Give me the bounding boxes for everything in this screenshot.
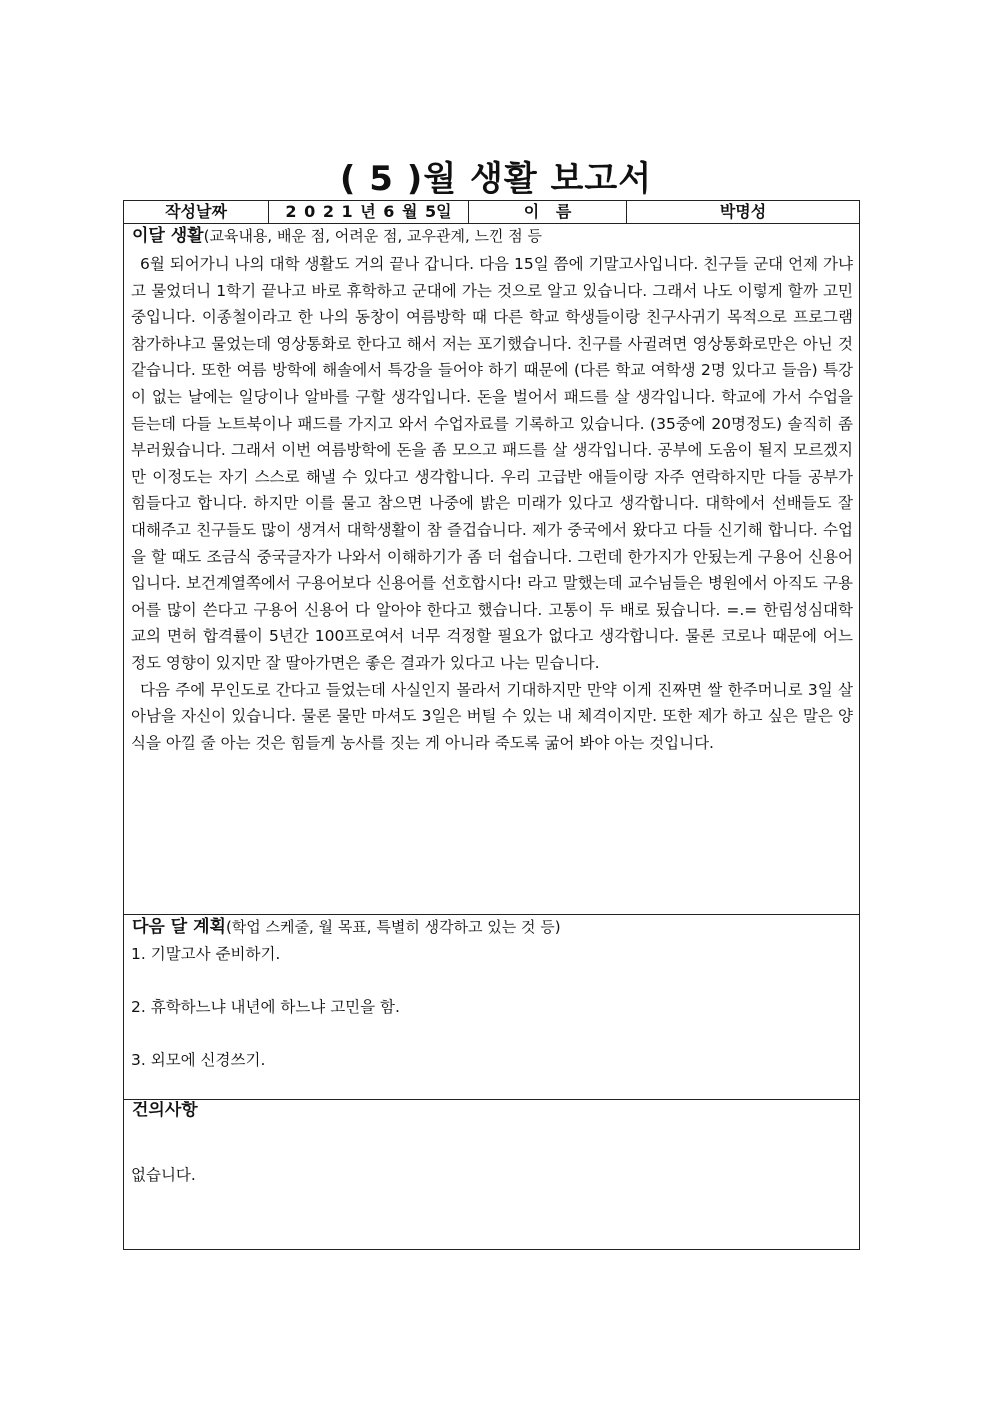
suggestions-heading-title: 건의사항 bbox=[132, 1101, 198, 1120]
next-month-heading-title: 다음 달 계획 bbox=[132, 917, 226, 937]
next-month-heading-note: (학업 스케줄, 월 목표, 특별히 생각하고 있는 것 등) bbox=[225, 918, 561, 936]
next-month-section bbox=[124, 916, 859, 1100]
next-month-heading bbox=[132, 916, 854, 939]
plan-item: 2. 휴학하느냐 내년에 하느냐 고민을 함. bbox=[131, 998, 400, 1016]
suggestions-heading bbox=[132, 1101, 854, 1122]
this-month-section bbox=[124, 224, 859, 915]
name-value: 박명성 bbox=[719, 202, 767, 221]
name-label: 이 름 bbox=[469, 201, 627, 223]
this-month-heading-title: 이달 생활 bbox=[132, 226, 204, 246]
suggestions-text: 없습니다. bbox=[131, 1166, 196, 1184]
suggestions-section bbox=[124, 1101, 859, 1249]
report-form bbox=[123, 200, 860, 1250]
this-month-paragraph: 다음 주에 무인도로 간다고 들었는데 사실인지 몰라서 기대하지만 만약 이게 진짜면 쌀 한주머니로 3일 살아남을 자신이 있습니다. 물론 물만 마셔도 3일은 버틸 수 있는 내 체격이지만. 또한 제가 하고 싶은 말은 양식을 아낄 줄 아는 것은 힘들게 농사를 짓는 게 아니라 죽도록 굶어 봐야 아는 것입니다. bbox=[131, 680, 853, 752]
this-month-heading-note: (교육내용, 배운 점, 어려운 점, 교우관계, 느낀 점 등 bbox=[203, 227, 542, 245]
plan-item: 1. 기말고사 준비하기. bbox=[131, 945, 281, 963]
this-month-paragraph: 6월 되어가니 나의 대학 생활도 거의 끝나 갑니다. 다음 15일 쯤에 기말고사입니다. 친구들 군대 언제 가냐고 물었더니 1학기 끝나고 바로 휴학하고 군대에 가는 것으로 알고 있습니다. 그래서 나도 이렇게 할까 고민중입니다. 이종철이라고 한 나의 동창이 여름방학 때 다른 학교 학생들이랑 친구사귀기 목적으로 프로그램 참가하냐고 물었는데 영상통화로 한다고 해서 저는 포기했습니다. 친구를 사귈려면 영상통화로만은 아닌 것 같습니다. 또한 여름 방학에 해솔에서 특강을 들어야 하기 때문에 (다른 학교 여학생 2명 있다고 들음) 특강이 없는 날에는 일당이나 알바를 구할 생각입니다. 돈을 벌어서 패드를 살 생각입니다. 학교에 가서 수업을 듣는데 다들 노트북이나 패드를 가지고 와서 수업자료를 기록하고 있습니다. (35중에 20명정도) 솔직히 좀 부러웠습니다. 그래서 이번 여름방학에 돈을 좀 모으고 패드를 살 생각입니다. 공부에 도움이 될지 모르겠지만 이정도는 자기 스스로 해낼 수 있다고 생각합니다. 우리 고급반 애들이랑 자주 연락하지만 다들 공부가 힘들다고 합니다. 하지만 이를 물고 참으면 나중에 밝은 미래가 있다고 생각합니다. 대학에서 선배들도 잘 대해주고 친구들도 많이 생겨서 대학생활이 참 즐겁습니다. 제가 중국에서 왔다고 다들 신기해 합니다. 수업을 할 때도 조금식 중국글자가 나와서 이해하기가 좀 더 쉽습니다. 그런데 한가지가 안됬는게 구용어 신용어입니다. 보건계열쪽에서 구용어보다 신용어를 선호합시다! 라고 말했는데 교수님들은 병원에서 아직도 구용어를 많이 쓴다고 구용어 신용어 다 알아야 한다고 했습니다. 고통이 두 배로 됬습니다. =.= 한림성심대학교의 면허 합격률이 5년간 100프로여서 너무 걱정할 필요가 없다고 생각합니다. 물론 코로나 때문에 어느정도 영향이 있지만 잘 딸아가면은 좋은 결과가 있다고 나는 믿습니다. bbox=[131, 255, 854, 672]
date-label: 작성날짜 bbox=[124, 201, 269, 223]
this-month-heading bbox=[132, 224, 854, 248]
page-title: ( 5 )월 생활 보고서 bbox=[339, 159, 653, 199]
header-row bbox=[124, 201, 859, 224]
plan-item: 3. 외모에 신경쓰기. bbox=[131, 1051, 266, 1069]
date-value: 2 0 2 1 년 6 월 5일 bbox=[269, 201, 469, 223]
this-month-body bbox=[131, 251, 853, 756]
